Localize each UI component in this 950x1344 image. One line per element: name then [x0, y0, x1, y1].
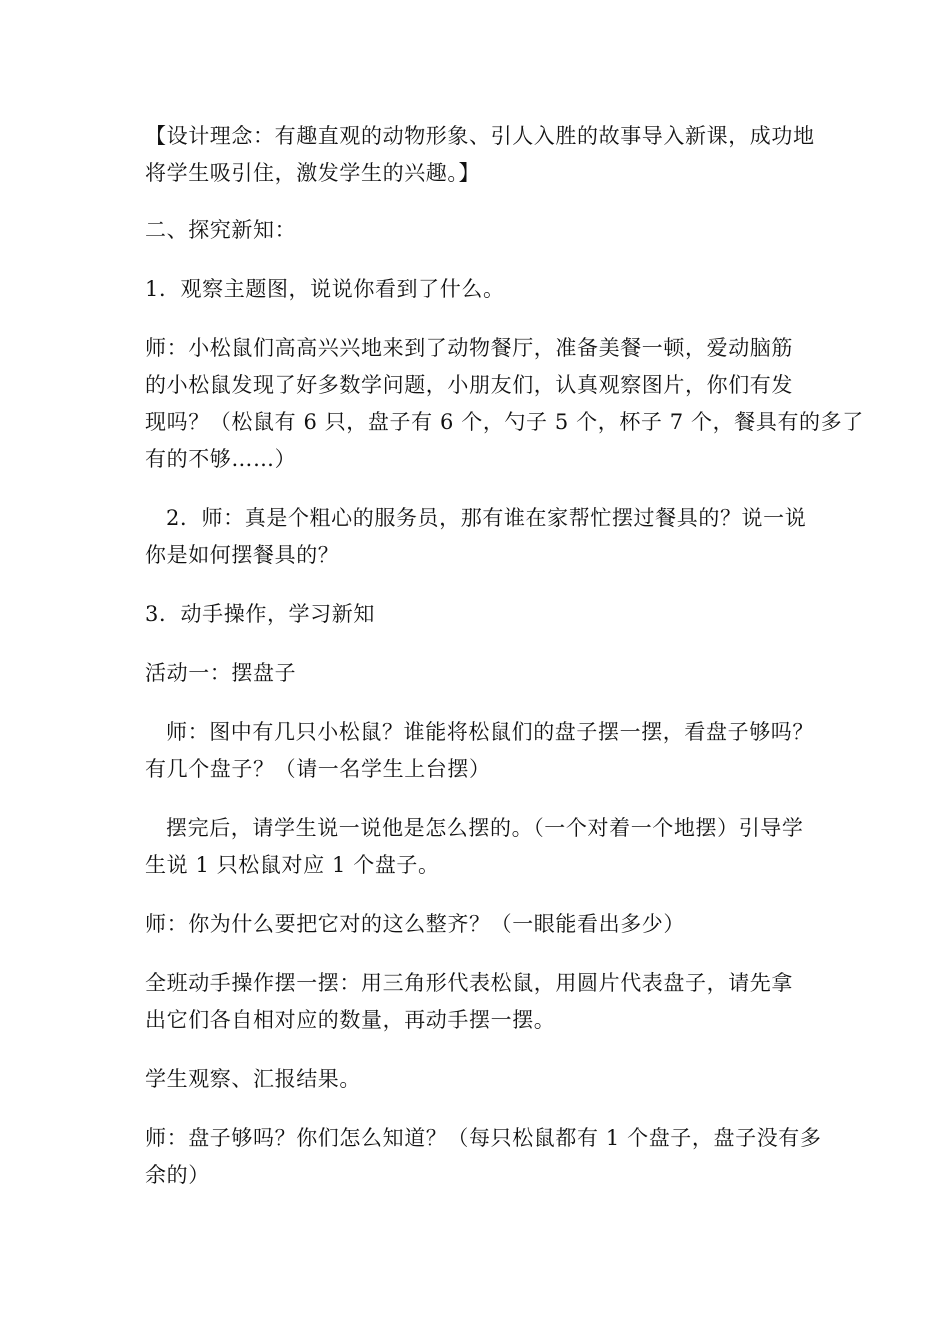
section-heading: [145, 212, 825, 249]
text-line: 有几个盘子？（请一名学生上台摆）: [145, 757, 491, 781]
text-line: 你是如何摆餐具的？: [145, 543, 340, 567]
item-1-paragraph: [145, 271, 825, 308]
text-line: 有的不够……）: [145, 447, 297, 471]
text-line: 3．动手操作，学习新知: [145, 602, 375, 626]
teacher-dialogue-4: [145, 1120, 825, 1194]
text-line: 出它们各自相对应的数量，再动手摆一摆。: [145, 1008, 556, 1032]
text-line: 活动一：摆盘子: [145, 661, 297, 685]
text-line: 现吗？（松鼠有 6 只，盘子有 6 个，勺子 5 个，杯子 7 个，餐具有的多了: [145, 410, 864, 434]
text-line: 生说 1 只松鼠对应 1 个盘子。: [145, 853, 440, 877]
text-line: 学生观察、汇报结果。: [145, 1067, 361, 1091]
teacher-dialogue-2: [145, 714, 825, 788]
text-line: 2．师：真是个粗心的服务员，那有谁在家帮忙摆过餐具的？说一说: [166, 506, 807, 530]
text-line: 师：盘子够吗？你们怎么知道？（每只松鼠都有 1 个盘子，盘子没有多: [145, 1126, 822, 1150]
text-line: 摆完后，请学生说一说他是怎么摆的。（一个对着一个地摆）引导学: [166, 816, 804, 840]
design-concept-paragraph: [145, 118, 825, 192]
teacher-dialogue-3: [145, 906, 825, 943]
students-report-paragraph: [145, 1061, 825, 1098]
text-line: 的小松鼠发现了好多数学问题，小朋友们，认真观察图片，你们有发: [145, 373, 793, 397]
activity-1-heading: [145, 655, 825, 692]
text-line: 余的）: [145, 1163, 210, 1187]
text-line: 全班动手操作摆一摆：用三角形代表松鼠，用圆片代表盘子，请先拿: [145, 971, 793, 995]
after-arranging-paragraph: [145, 810, 825, 884]
text-line: 【设计理念：有趣直观的动物形象、引人入胜的故事导入新课，成功地: [145, 124, 815, 148]
text-line: 1．观察主题图，说说你看到了什么。: [145, 277, 505, 301]
text-line: 师：小松鼠们高高兴兴地来到了动物餐厅，准备美餐一顿，爱动脑筋: [145, 336, 793, 360]
text-line: 将学生吸引住，激发学生的兴趣。】: [145, 161, 481, 185]
item-2-paragraph: [145, 500, 825, 574]
text-line: 二、探究新知：: [145, 218, 297, 242]
class-activity-paragraph: [145, 965, 825, 1039]
item-3-paragraph: [145, 596, 825, 633]
text-line: 师：你为什么要把它对的这么整齐？（一眼能看出多少）: [145, 912, 685, 936]
document-body: [145, 118, 864, 1216]
text-line: 师：图中有几只小松鼠？谁能将松鼠们的盘子摆一摆，看盘子够吗？: [166, 720, 814, 744]
teacher-dialogue-1: [145, 330, 864, 478]
